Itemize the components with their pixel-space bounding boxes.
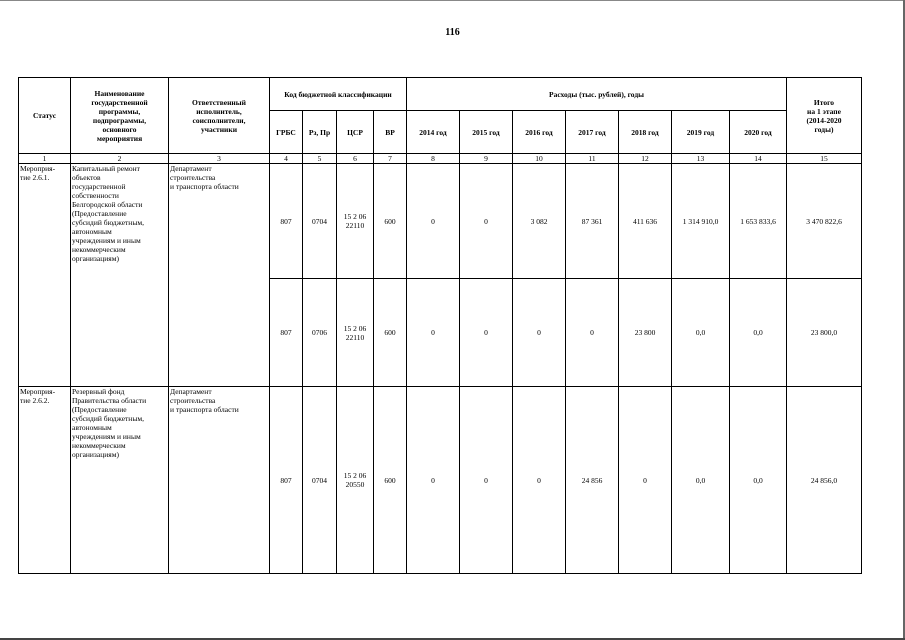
header-rz-pr: Рз, Пр <box>303 111 337 154</box>
record-name: Резервный фонд Правительства области (Предоставление субсидий бюджетным, автономным учреждениям и иным некоммерческим организациям) <box>71 387 169 574</box>
record-status: Мероприя- тие 2.6.2. <box>19 387 71 574</box>
header-program-name: Наименование государственной программы, подпрограммы, основного мероприятия <box>71 78 169 154</box>
header-vr: ВР <box>374 111 407 154</box>
cell-vr: 600 <box>374 164 407 279</box>
column-number: 3 <box>169 154 270 164</box>
cell-2018: 411 636 <box>619 164 672 279</box>
cell-2020: 1 653 833,6 <box>730 164 787 279</box>
header-year-2018: 2018 год <box>619 111 672 154</box>
column-number: 1 <box>19 154 71 164</box>
cell-2016: 0 <box>513 387 566 574</box>
header-csr: ЦСР <box>337 111 374 154</box>
header-year-2016: 2016 год <box>513 111 566 154</box>
cell-2018: 0 <box>619 387 672 574</box>
header-budget-code: Код бюджетной классификации <box>270 78 407 111</box>
cell-2016: 3 082 <box>513 164 566 279</box>
record-status: Мероприя- тие 2.6.1. <box>19 164 71 387</box>
column-number: 2 <box>71 154 169 164</box>
cell-2014: 0 <box>407 164 460 279</box>
record-executor: Департамент строительства и транспорта области <box>169 164 270 387</box>
cell-2014: 0 <box>407 387 460 574</box>
header-year-2019: 2019 год <box>672 111 730 154</box>
cell-csr: 15 2 06 20550 <box>337 387 374 574</box>
cell-vr: 600 <box>374 387 407 574</box>
cell-rz-pr: 0704 <box>303 387 337 574</box>
cell-grbs: 807 <box>270 387 303 574</box>
cell-2020: 0,0 <box>730 387 787 574</box>
cell-total: 23 800,0 <box>787 279 862 387</box>
column-number: 7 <box>374 154 407 164</box>
cell-2016: 0 <box>513 279 566 387</box>
column-number: 5 <box>303 154 337 164</box>
cell-grbs: 807 <box>270 164 303 279</box>
scan-edge-top <box>0 0 905 1</box>
header-year-2014: 2014 год <box>407 111 460 154</box>
page-number: 116 <box>445 27 460 38</box>
cell-2019: 0,0 <box>672 279 730 387</box>
budget-table <box>18 77 862 574</box>
cell-2015: 0 <box>460 279 513 387</box>
column-number: 6 <box>337 154 374 164</box>
cell-2017: 87 361 <box>566 164 619 279</box>
column-number: 10 <box>513 154 566 164</box>
cell-2015: 0 <box>460 387 513 574</box>
record-name: Капитальный ремонт объектов государственной собственности Белгородской области (Предоставление субсидий бюджетным, автономным учреждениям и иным некоммерческим организациям) <box>71 164 169 387</box>
cell-csr: 15 2 06 22110 <box>337 279 374 387</box>
header-year-2020: 2020 год <box>730 111 787 154</box>
cell-2015: 0 <box>460 164 513 279</box>
column-number: 12 <box>619 154 672 164</box>
cell-2020: 0,0 <box>730 279 787 387</box>
header-executor: Ответственный исполнитель, соисполнители, участники <box>169 78 270 154</box>
column-number: 8 <box>407 154 460 164</box>
cell-total: 3 470 822,6 <box>787 164 862 279</box>
cell-total: 24 856,0 <box>787 387 862 574</box>
cell-2019: 0,0 <box>672 387 730 574</box>
cell-2017: 0 <box>566 279 619 387</box>
cell-grbs: 807 <box>270 279 303 387</box>
column-number: 13 <box>672 154 730 164</box>
header-year-2015: 2015 год <box>460 111 513 154</box>
header-status: Статус <box>19 78 71 154</box>
table-row <box>19 164 862 279</box>
cell-2018: 23 800 <box>619 279 672 387</box>
header-grbs: ГРБС <box>270 111 303 154</box>
column-number: 11 <box>566 154 619 164</box>
cell-2014: 0 <box>407 279 460 387</box>
column-number: 15 <box>787 154 862 164</box>
cell-csr: 15 2 06 22110 <box>337 164 374 279</box>
cell-vr: 600 <box>374 279 407 387</box>
cell-2019: 1 314 910,0 <box>672 164 730 279</box>
cell-rz-pr: 0704 <box>303 164 337 279</box>
column-number: 4 <box>270 154 303 164</box>
header-total: Итого на 1 этапе (2014-2020 годы) <box>787 78 862 154</box>
column-number: 14 <box>730 154 787 164</box>
header-expenses: Расходы (тыс. рублей), годы <box>407 78 787 111</box>
table-row <box>19 387 862 574</box>
column-number: 9 <box>460 154 513 164</box>
cell-rz-pr: 0706 <box>303 279 337 387</box>
header-year-2017: 2017 год <box>566 111 619 154</box>
record-executor: Департамент строительства и транспорта области <box>169 387 270 574</box>
cell-2017: 24 856 <box>566 387 619 574</box>
